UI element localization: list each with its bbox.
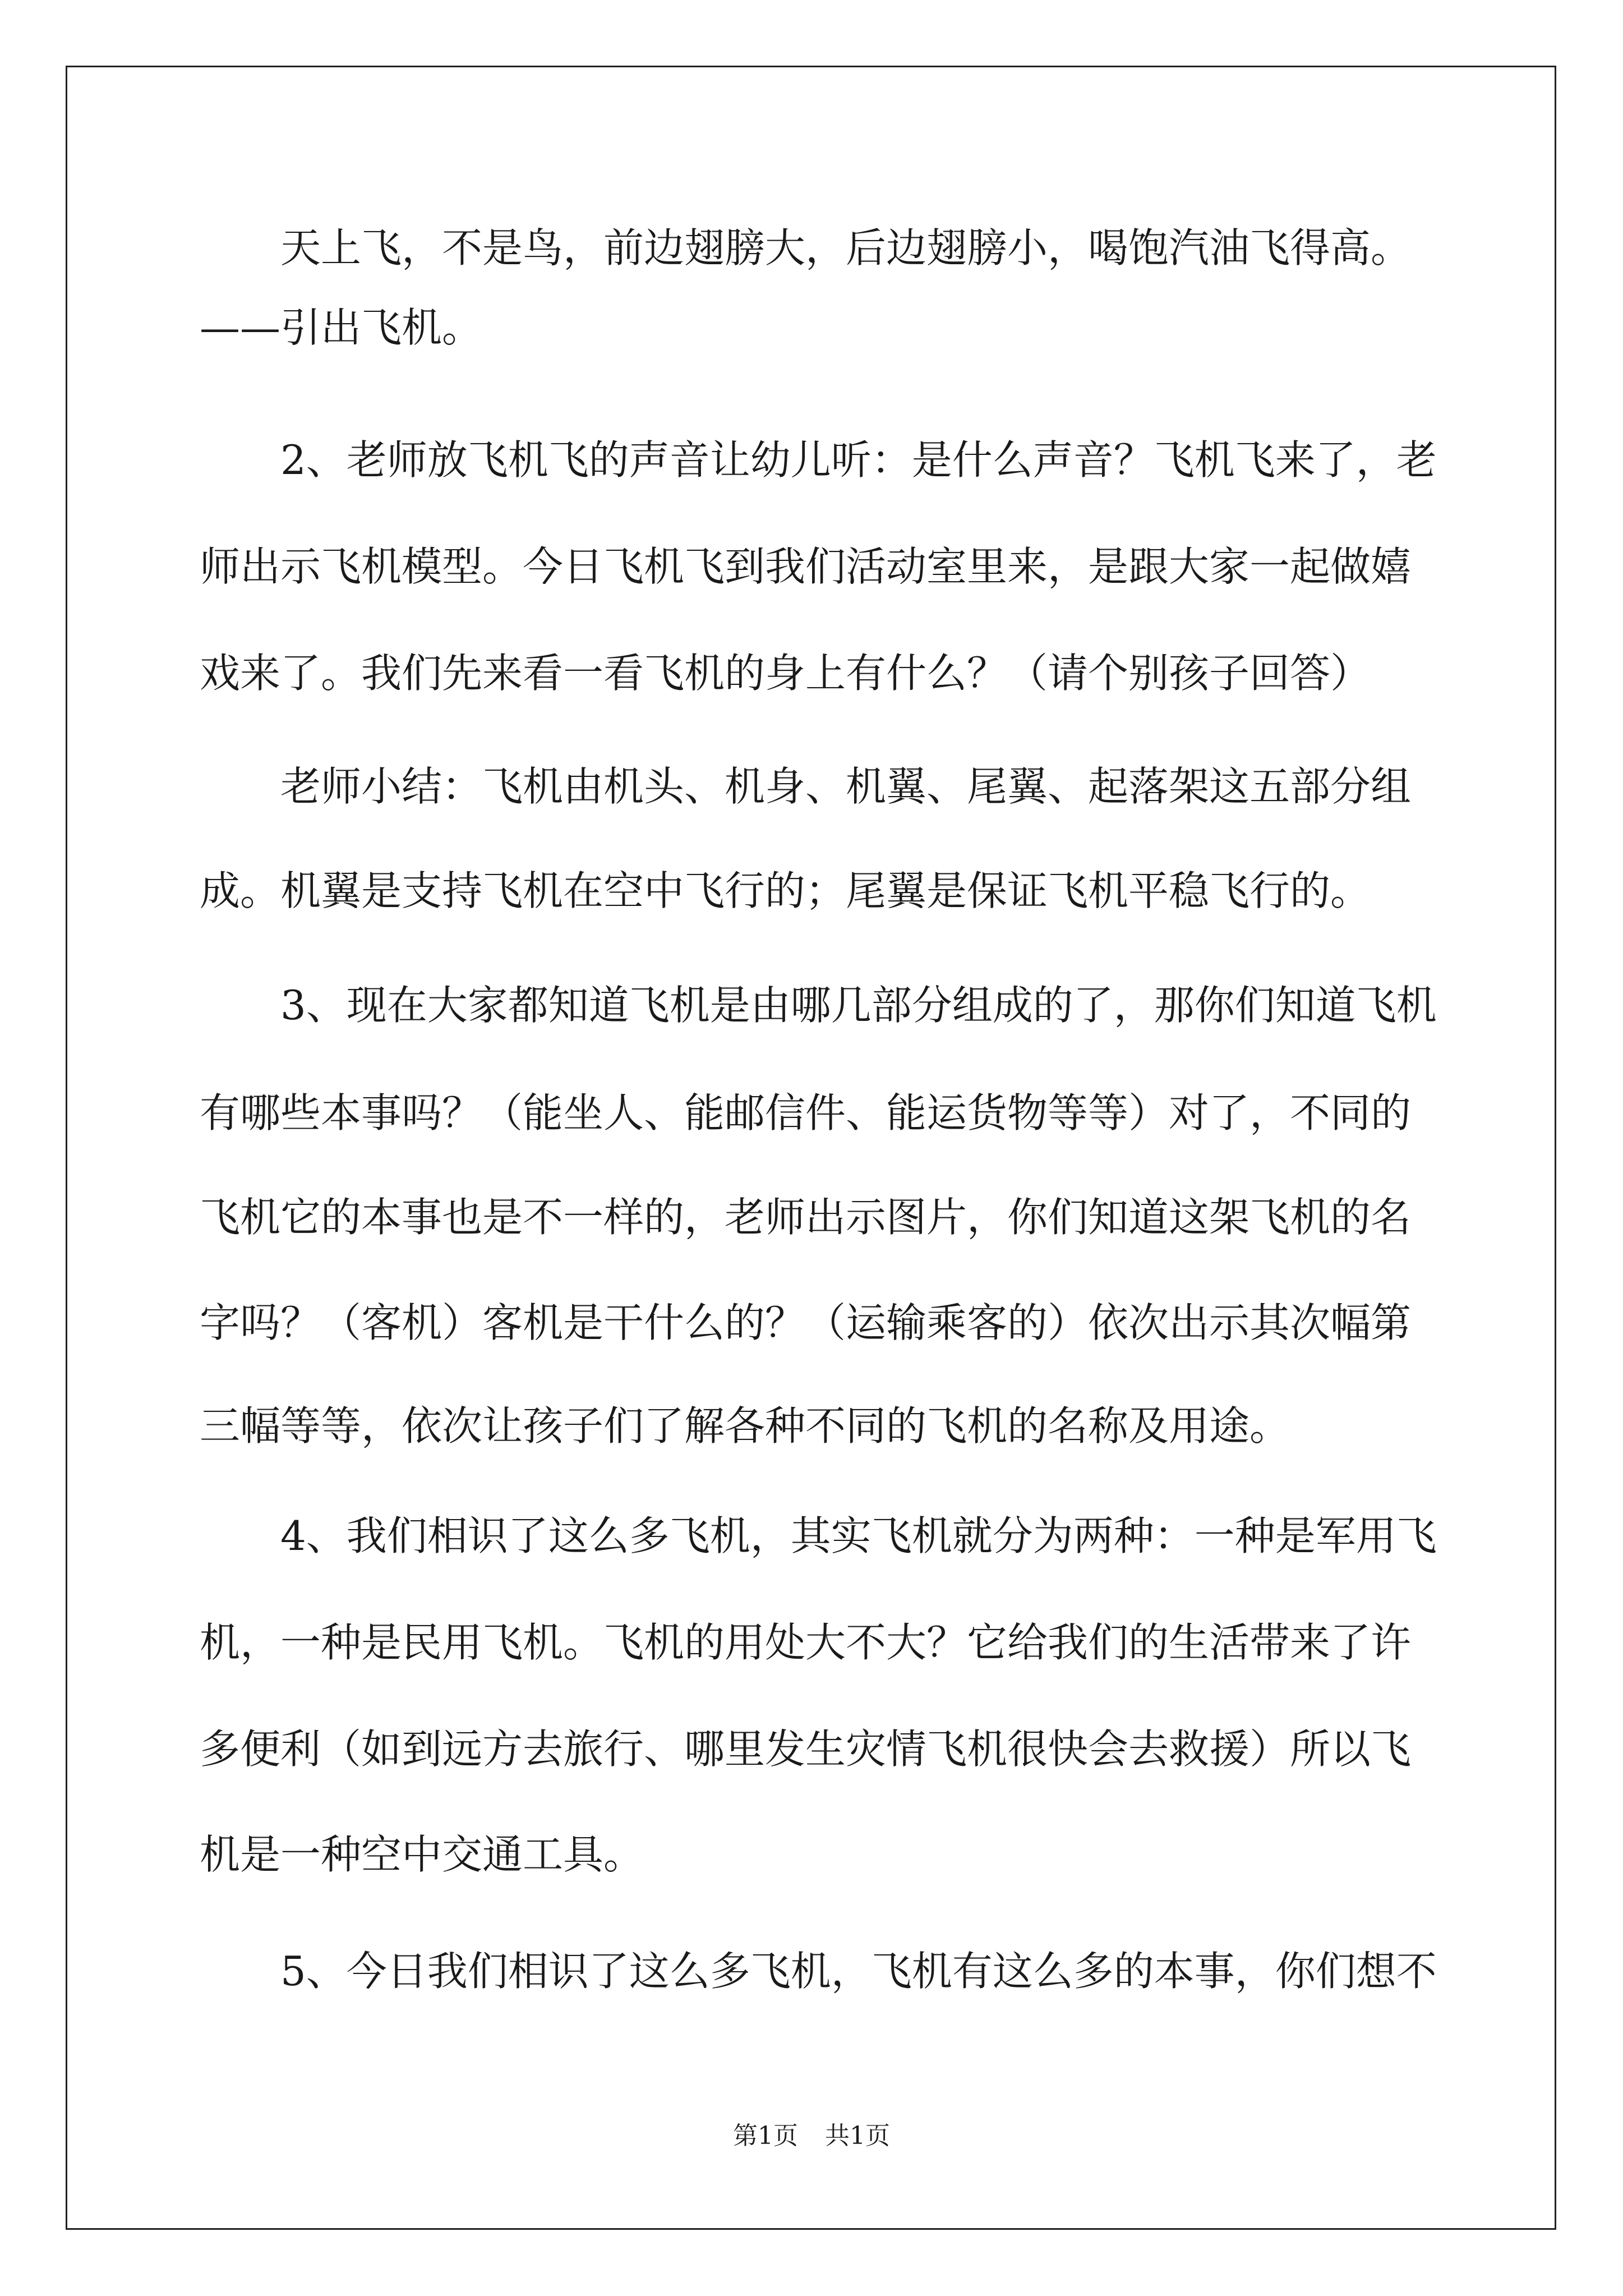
text-line: 2、老师放飞机飞的声音让幼儿听：是什么声音？飞机飞来了，老: [280, 436, 1437, 484]
text-line: 机，一种是民用飞机。飞机的用处大不大？它给我们的生活带来了许: [200, 1619, 1412, 1666]
text-line: 戏来了。我们先来看一看飞机的身上有什么？（请个别孩子回答）: [200, 650, 1371, 697]
text-line: 机是一种空中交通工具。: [200, 1831, 644, 1878]
text-line: 飞机它的本事也是不一样的，老师出示图片，你们知道这架飞机的名: [200, 1194, 1412, 1241]
text-line: 3、现在大家都知道飞机是由哪几部分组成的了，那你们知道飞机: [280, 982, 1437, 1029]
text-line: 三幅等等，依次让孩子们了解各种不同的飞机的名称及用途。: [200, 1402, 1290, 1450]
text-line: 字吗？（客机）客机是干什么的？（运输乘客的）依次出示其次幅第: [200, 1299, 1412, 1346]
page-total: 共1页: [825, 2122, 890, 2150]
text-line: 5、今日我们相识了这么多飞机，飞机有这么多的本事，你们想不: [280, 1948, 1437, 1995]
text-line: 多便利（如到远方去旅行、哪里发生灾情飞机很快会去救援）所以飞: [200, 1726, 1412, 1773]
text-line: ——引出飞机。: [200, 304, 483, 351]
page-border: [66, 66, 1556, 2230]
text-line: 成。机翼是支持飞机在空中飞行的；尾翼是保证飞机平稳飞行的。: [200, 867, 1371, 914]
page-footer: [0, 2119, 1623, 2153]
text-line: 天上飞，不是鸟，前边翅膀大，后边翅膀小，喝饱汽油飞得高。: [280, 224, 1412, 272]
text-line: 有哪些本事吗？（能坐人、能邮信件、能运货物等等）对了，不同的: [200, 1089, 1412, 1137]
page-number: 第1页: [733, 2122, 798, 2150]
text-line: 师出示飞机模型。今日飞机飞到我们活动室里来，是跟大家一起做嬉: [200, 543, 1412, 590]
text-line: 老师小结：飞机由机头、机身、机翼、尾翼、起落架这五部分组: [280, 763, 1412, 810]
text-line: 4、我们相识了这么多飞机，其实飞机就分为两种：一种是军用飞: [280, 1512, 1437, 1559]
